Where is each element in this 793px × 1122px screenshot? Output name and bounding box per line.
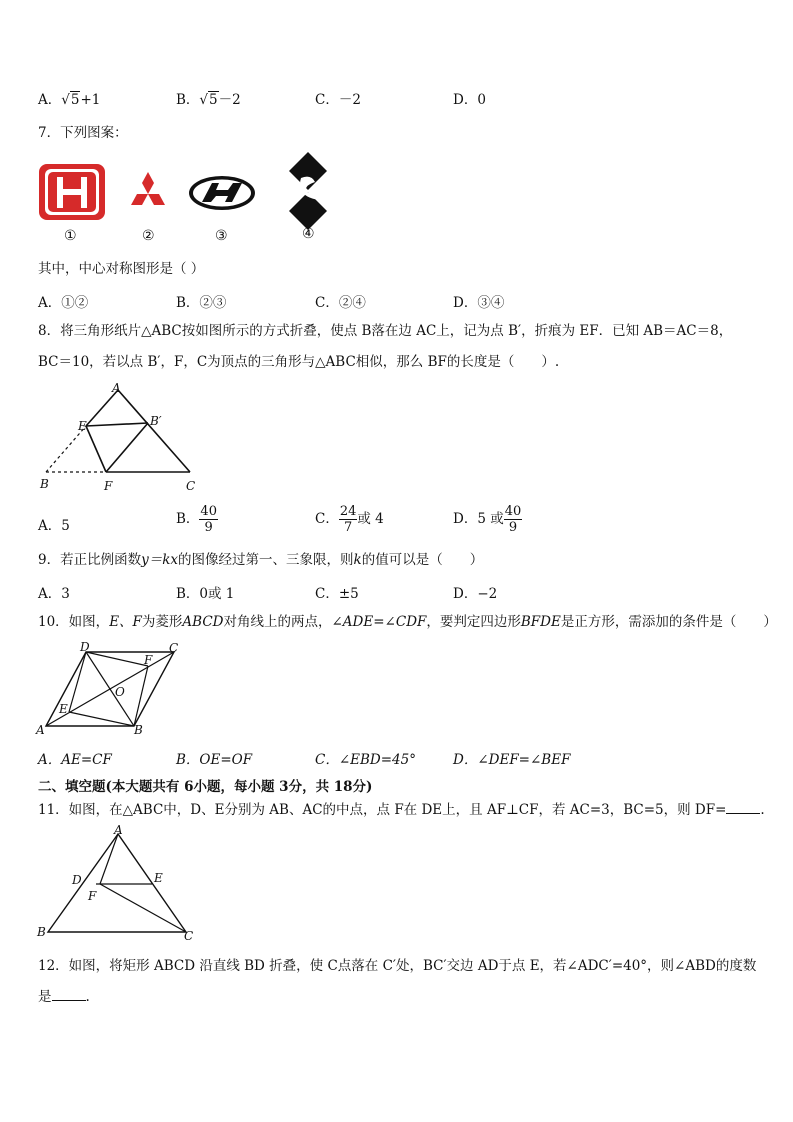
q7-option-b[interactable]: B．②③ — [176, 295, 227, 311]
q7-option-c[interactable]: C．②④ — [315, 295, 366, 311]
q10-option-c[interactable]: C．∠EBD=45° — [315, 752, 416, 768]
sqrt-symbol: √5 — [199, 92, 218, 108]
q8-stem-line1: 8．将三角形纸片△ABC按如图所示的方式折叠，使点 B落在边 AC上，记为点 B′，折痕为 EF．已知 AB＝AC＝8， — [38, 323, 733, 339]
q8-label-f: F — [104, 479, 113, 493]
fraction: $\frac{40}{9}$ — [200, 504, 217, 535]
q10-label-d: D — [80, 640, 90, 654]
diamond-logo-icon — [289, 152, 327, 230]
q10-label-a: A — [36, 723, 45, 737]
q11-label-a: A — [114, 824, 123, 837]
q8-option-a[interactable]: A．5 — [38, 518, 70, 534]
q11-triangle-diagram — [34, 824, 204, 944]
q6-option-d[interactable]: D．0 — [453, 92, 486, 108]
q7-logos — [36, 150, 346, 245]
q10-stem: 10．如图，E、F为菱形ABCD对角线上的两点，∠ADE=∠CDF，要判定四边形BFDE是正方形，需添加的条件是（ ） — [38, 614, 777, 630]
q7-label-1: ① — [64, 228, 77, 244]
q7-option-a[interactable]: A．①② — [38, 295, 89, 311]
q10-option-a[interactable]: A．AE=CF — [38, 752, 112, 768]
q10-option-b[interactable]: B．OE=OF — [176, 752, 253, 768]
q9-option-c[interactable]: C．±5 — [315, 586, 359, 602]
q8-label-b: B — [40, 477, 49, 491]
q8-triangle-diagram — [36, 380, 206, 495]
q6-option-c[interactable]: C．－2 — [315, 92, 361, 108]
q7-label-4: ④ — [302, 226, 315, 242]
q8-figure — [36, 380, 206, 495]
q8-label-c: C — [186, 479, 196, 493]
q9-option-a[interactable]: A．3 — [38, 586, 70, 602]
q10-label-f: F — [144, 653, 153, 667]
q10-option-d[interactable]: D．∠DEF=∠BEF — [453, 752, 571, 768]
q11-label-c: C — [184, 929, 194, 943]
q11-label-b: B — [37, 925, 46, 939]
fraction: $\frac{40}{9}$ — [504, 504, 522, 535]
q10-label-o: O — [115, 685, 125, 699]
q6-option-b[interactable]: B．√5－2 — [176, 92, 241, 108]
q9-option-b[interactable]: B．0或 1 — [176, 586, 235, 602]
q7-label-2: ② — [142, 228, 155, 244]
q7-logo-figure — [36, 150, 346, 245]
q10-figure — [34, 640, 184, 740]
q7-question: 其中，中心对称图形是（ ） — [38, 261, 205, 277]
q7-stem: 7．下列图案： — [38, 125, 128, 141]
q7-option-d[interactable]: D．③④ — [453, 295, 505, 311]
sqrt-symbol: √5 — [61, 92, 80, 108]
honda-logo-icon — [39, 164, 105, 220]
q10-label-e: E — [59, 702, 68, 716]
q8-label-e: E — [78, 419, 87, 433]
fraction: $\frac{24}{7}$ — [339, 504, 357, 535]
q8-stem-line2: BC＝10，若以点 B′，F，C为顶点的三角形与△ABC相似，那么 BF的长度是（ ）. — [38, 354, 560, 370]
q8-option-b[interactable]: B． $\frac{40}{9}$ — [176, 504, 217, 535]
answer-blank[interactable] — [52, 988, 86, 1001]
q10-label-c: C — [169, 641, 179, 655]
q8-option-d[interactable]: D．5 或 $\frac{40}{9}$ — [453, 504, 522, 535]
q6-option-a[interactable]: A．√5+1 — [38, 92, 101, 108]
q11-stem: 11．如图，在△ABC中，D、E分别为 AB、AC的中点，点 F在 DE上，且 AF⊥CF，若 AC=3，BC=5，则 DF= . — [38, 802, 765, 818]
q11-figure — [34, 824, 204, 944]
hyundai-logo-icon — [189, 176, 255, 210]
q10-rhombus-diagram — [34, 640, 184, 740]
q8-option-c[interactable]: C． $\frac{24}{7}$ 或 4 — [315, 504, 384, 535]
q11-label-d: D — [72, 873, 82, 887]
q7-label-3: ③ — [215, 228, 228, 244]
mitsubishi-logo-icon — [131, 172, 165, 205]
q12-stem-line1: 12．如图，将矩形 ABCD 沿直线 BD 折叠，使 C点落在 C′处，BC′交边 AD于点 E，若∠ADC′=40°，则∠ABD的度数 — [38, 958, 757, 974]
q12-stem-line2: 是 . — [38, 989, 90, 1005]
q11-label-f: F — [88, 889, 97, 903]
q9-option-d[interactable]: D．−2 — [453, 586, 498, 602]
q11-label-e: E — [154, 871, 163, 885]
section-heading: 二、填空题(本大题共有 6小题，每小题 3分，共 18分) — [38, 779, 373, 795]
q9-stem: 9．若正比例函数y＝kx的图像经过第一、三象限，则k的值可以是（ ） — [38, 552, 484, 568]
q8-label-bprime: B′ — [150, 414, 162, 428]
q10-label-b: B — [134, 723, 143, 737]
q8-label-a: A — [112, 381, 121, 395]
answer-blank[interactable] — [726, 801, 760, 814]
